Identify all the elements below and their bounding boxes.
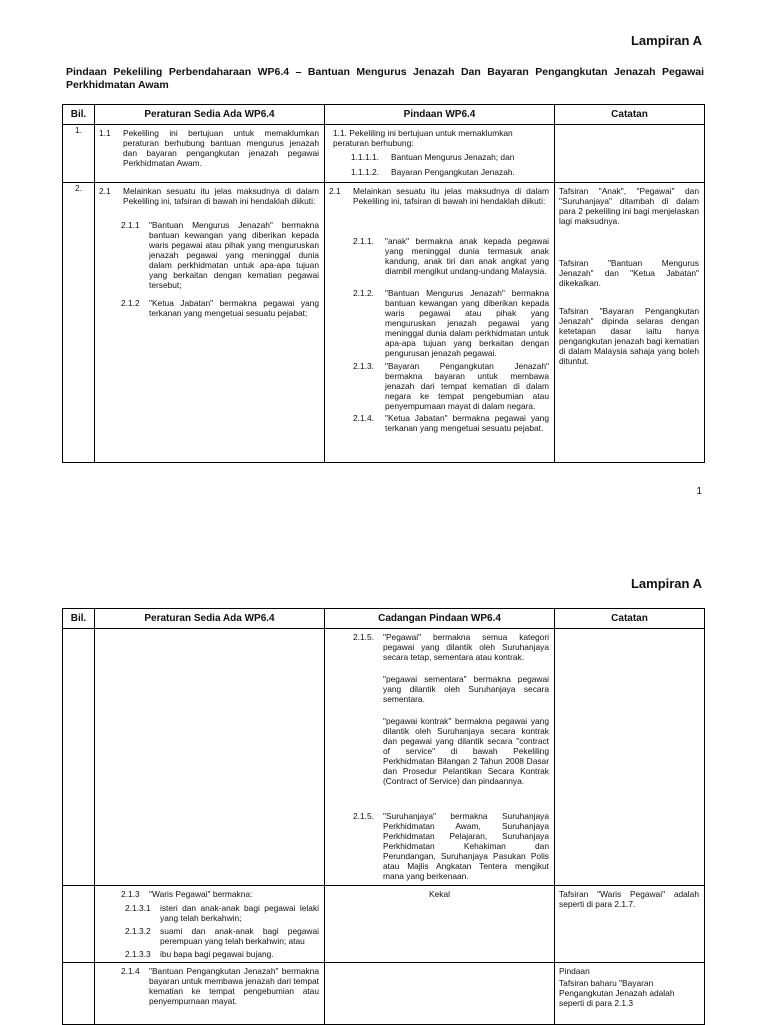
row-number: 2. bbox=[63, 183, 95, 463]
clause-text: "Ketua Jabatan" bermakna pegawai yang terkanan yang mengetuai sesuatu pejabat. bbox=[385, 413, 549, 433]
existing-cell bbox=[95, 963, 325, 1025]
note-text: Tafsiran "Bantuan Mengurus Jenazah" dan "Ketua Jabatan" dikekalkan. bbox=[559, 258, 699, 288]
existing-cell bbox=[95, 125, 325, 183]
header-existing: Peraturan Sedia Ada WP6.4 bbox=[95, 105, 325, 125]
clause-number: 2.1.2. bbox=[353, 288, 374, 298]
clause-number: 2.1.3.2 bbox=[125, 926, 151, 936]
page-number: 1 bbox=[696, 486, 702, 497]
header-bil: Bil. bbox=[63, 105, 95, 125]
clause-number: 2.1.3 bbox=[121, 889, 140, 899]
clause-number: 2.1.3.1 bbox=[125, 903, 151, 913]
clause-number: 2.1.1 bbox=[121, 220, 140, 230]
row-number: 1. bbox=[63, 125, 95, 183]
lampiran-label: Lampiran A bbox=[630, 33, 702, 48]
clause-text: 1.1. Pekeliling ini bertujuan untuk memaklumkan peraturan berhubung: bbox=[333, 128, 513, 148]
notes-cell bbox=[555, 629, 705, 886]
clause-number: 2.1 bbox=[329, 186, 341, 196]
clause-text: isteri dan anak-anak bagi pegawai lelaki yang telah berkahwin; bbox=[160, 903, 319, 923]
clause-number: 2.1.5. bbox=[353, 632, 374, 642]
clause-text: "Bayaran Pengangkutan Jenazah" bermakna bayaran untuk membawa jenazah dari tempat kematian di dalam negara ke tempat pengebumian atau penyempurnaan mayat di dalam negara. bbox=[385, 361, 549, 411]
note-text: Tafsiran "Waris Pegawai" adalah seperti di para 2.1.7. bbox=[559, 889, 699, 909]
existing-cell bbox=[95, 183, 325, 463]
clause-text: "Bantuan Mengurus Jenazah" bermakna bantuan kewangan yang diberikan kepada waris pegawai atau pihak yang menguruskan jenazah pegawai yang meninggal dunia dalam perkhidmatan untuk apa-apa tujuan yang berkaitan dengan kematian pegawai tersebut; bbox=[149, 220, 319, 290]
table-row bbox=[63, 125, 705, 183]
amendment-table-page1 bbox=[62, 104, 705, 463]
notes-cell bbox=[555, 125, 705, 183]
clause-text: "Bantuan Mengurus Jenazah" bermakna bantuan kewangan yang diberikan kepada waris pegawai atau pihak yang menguruskan jenazah pegawai yang meninggal dunia dalam perkhidmatan untuk apa-apa tujuan yang berkaitan dengan pengurusan jenazah pegawai. bbox=[385, 288, 549, 358]
clause-text: "Waris Pegawai" bermakna: bbox=[149, 889, 253, 899]
clause-text: Pekeliling ini bertujuan untuk memaklumkan peraturan berhubung bantuan mengurus jenazah dan bayaran pengangkutan jenazah pegawai Perkhidmatan Awam. bbox=[123, 128, 319, 168]
lampiran-label: Lampiran A bbox=[630, 576, 702, 591]
clause-number: 2.1.2 bbox=[121, 298, 140, 308]
clause-text: Bantuan Mengurus Jenazah; dan bbox=[391, 152, 515, 162]
clause-text: "Suruhanjaya" bermakna Suruhanjaya Perkhidmatan Awam, Suruhanjaya Perkhidmatan Pelajaran, Suruhanjaya Perkhidmatan Kehakiman dan Perundangan, Suruhanjaya Pasukan Polis atau Majlis Angkatan Tentera mengikut mana yang berkenaan. bbox=[383, 811, 549, 881]
clause-text: "anak" bermakna anak kepada pegawai yang meninggal dunia termasuk anak kandung, anak tiri dan anak angkat yang diambil mengikut undang-undang Malaysia. bbox=[385, 236, 549, 276]
row-number bbox=[63, 886, 95, 963]
header-notes: Catatan bbox=[555, 105, 705, 125]
header-bil: Bil. bbox=[63, 609, 95, 629]
note-text: Pindaan bbox=[559, 966, 590, 976]
table-row bbox=[63, 629, 705, 886]
clause-text: ibu bapa bagi pegawai bujang. bbox=[160, 949, 274, 959]
clause-text: Bayaran Pengangkutan Jenazah. bbox=[391, 167, 515, 177]
existing-cell bbox=[95, 886, 325, 963]
amendment-cell bbox=[325, 886, 555, 963]
clause-number: 1.1 bbox=[99, 128, 111, 138]
table-header-row bbox=[63, 609, 705, 629]
table-header-row bbox=[63, 105, 705, 125]
row-number bbox=[63, 963, 95, 1025]
clause-text: "Ketua Jabatan" bermakna pegawai yang terkanan yang mengetuai sesuatu pejabat; bbox=[149, 298, 319, 318]
clause-number: 1.1.1.2. bbox=[351, 167, 379, 177]
clause-number: 2.1.5. bbox=[353, 811, 374, 821]
clause-number: 1.1.1.1. bbox=[351, 152, 379, 162]
clause-number: 2.1.4 bbox=[121, 966, 140, 976]
table-row bbox=[63, 963, 705, 1025]
header-amendment: Pindaan WP6.4 bbox=[325, 105, 555, 125]
clause-text: "Bantuan Pengangkutan Jenazah" bermakna bayaran untuk membawa jenazah dari tempat kematian ke tempat pengebumian atau penyempurnaan mayat. bbox=[149, 966, 319, 1006]
existing-cell bbox=[95, 629, 325, 886]
note-text: Tafsiran baharu "Bayaran Pengangkutan Jenazah adalah seperti di para 2.1.3 bbox=[559, 978, 675, 1008]
notes-cell bbox=[555, 963, 705, 1025]
clause-number: 2.1 bbox=[99, 186, 111, 196]
clause-number: 2.1.4. bbox=[353, 413, 374, 423]
notes-cell bbox=[555, 886, 705, 963]
clause-number: 2.1.3. bbox=[353, 361, 374, 371]
table-row bbox=[63, 886, 705, 963]
amendment-cell bbox=[325, 183, 555, 463]
note-text: Tafsiran "Bayaran Pengangkutan Jenazah" dipinda selaras dengan ketetapan dasar iaitu hanya pengangkutan jenazah bagi kematian di dalam Malaysia sahaja yang boleh dituntut. bbox=[559, 306, 699, 366]
clause-number: 2.1.1. bbox=[353, 236, 374, 246]
header-notes: Catatan bbox=[555, 609, 705, 629]
row-number bbox=[63, 629, 95, 886]
clause-text: "pegawai kontrak" bermakna pegawai yang dilantik oleh Suruhanjaya secara kontrak dan pegawai yang dilantik secara "contract of service" di bawah Pekeliling Perkhidmatan Bilangan 2 Tahun 2008 Dasar dan Prosedur Pelantikan Secara Kontrak (Contract of Service) dan pindaannya. bbox=[383, 716, 549, 786]
clause-text: Melainkan sesuatu itu jelas maksudnya di dalam Pekeliling ini, tafsiran di bawah ini hendaklah diikuti: bbox=[123, 186, 319, 206]
clause-text: "pegawai sementara" bermakna pegawai yang dilantik oleh Suruhanjaya secara sementara. bbox=[383, 674, 549, 704]
clause-text: "Pegawai" bermakna semua kategori pegawai yang dilantik oleh Suruhanjaya secara tetap, sementara atau kontrak. bbox=[383, 632, 549, 662]
header-existing: Peraturan Sedia Ada WP6.4 bbox=[95, 609, 325, 629]
amendment-cell bbox=[325, 125, 555, 183]
amendment-cell bbox=[325, 629, 555, 886]
amendment-table-page2 bbox=[62, 608, 705, 1025]
header-proposed: Cadangan Pindaan WP6.4 bbox=[325, 609, 555, 629]
table-row bbox=[63, 183, 705, 463]
clause-number: 2.1.3.3 bbox=[125, 949, 151, 959]
clause-text: suami dan anak-anak bagi pegawai perempuan yang telah berkahwin; atau bbox=[160, 926, 319, 946]
clause-text: Melainkan sesuatu itu jelas maksudnya di dalam Pekeliling ini, tafsiran di bawah ini hendaklah diikuti: bbox=[353, 186, 549, 206]
document-title: Pindaan Pekeliling Perbendaharaan WP6.4 – Bantuan Mengurus Jenazah Dan Bayaran Pengangkutan Jenazah Pegawai Perkhidmatan Awam bbox=[66, 66, 704, 91]
notes-cell bbox=[555, 183, 705, 463]
note-text: Tafsiran "Anak", "Pegawai" dan "Suruhanjaya" ditambah di dalam para 2 pekeliling ini bagi menjelaskan lagi maksudnya. bbox=[559, 186, 699, 226]
clause-text: Kekal bbox=[429, 889, 450, 899]
amendment-cell bbox=[325, 963, 555, 1025]
